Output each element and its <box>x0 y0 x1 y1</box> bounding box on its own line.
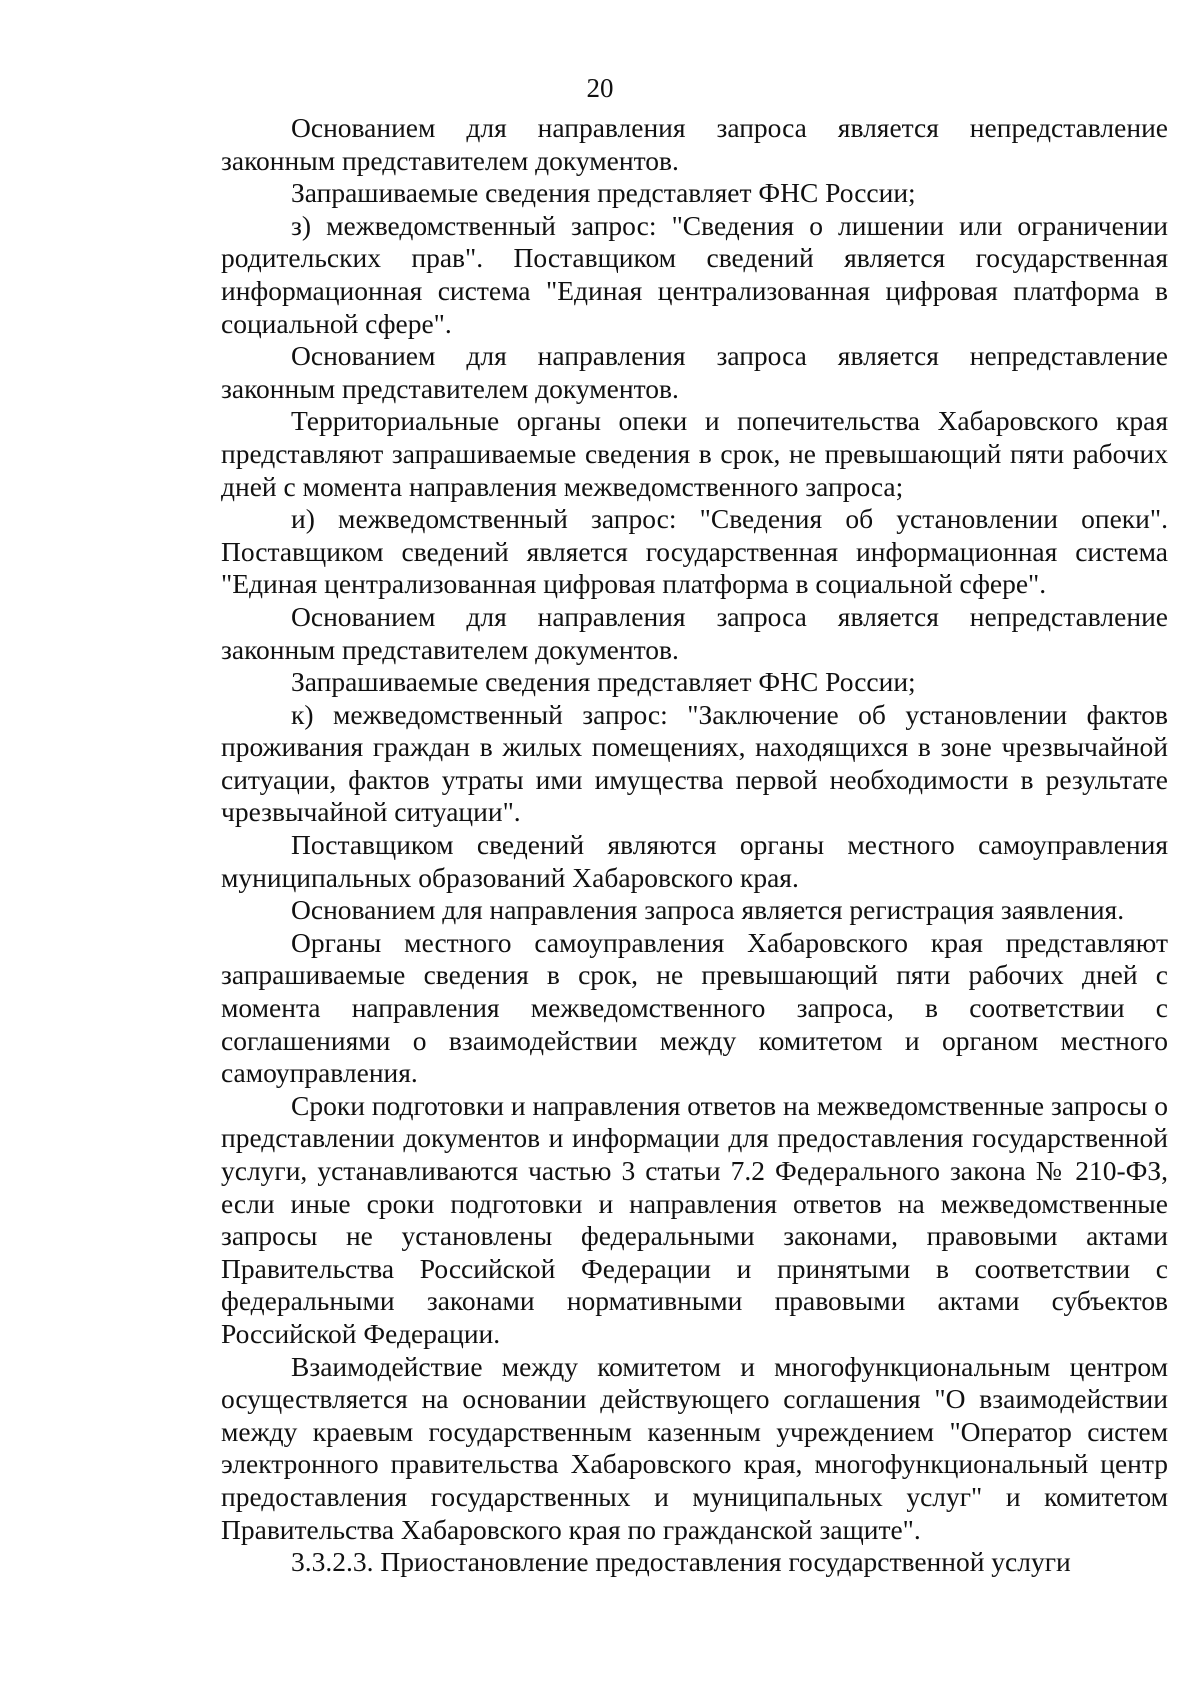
paragraph: Взаимодействие между комитетом и многофункциональным центром осуществляется на основании действующего соглашения "О взаимодействии между краевым государственным казенным учреждением "Оператор систем электронного правительства Хабаровского края, многофункциональный центр предоставления государственных и муниципальных услуг" и комитетом Правительства Хабаровского края по гражданской защите". <box>221 1350 1168 1545</box>
paragraph: Органы местного самоуправления Хабаровского края представляют запрашиваемые сведения в срок, не превышающий пяти рабочих дней с момента направления межведомственного запроса, в соответствии с соглашениями о взаимодействии между комитетом и органом местного самоуправления. <box>221 926 1168 1089</box>
paragraph: Запрашиваемые сведения представляет ФНС России; <box>291 666 916 698</box>
paragraph: Поставщиком сведений являются органы местного самоуправления муниципальных образований Хабаровского края. <box>221 829 1168 893</box>
paragraph: Сроки подготовки и направления ответов на межведомственные запросы о представлении документов и информации для предоставления государственной услуги, устанавливаются частью 3 статьи 7.2 Федерального закона № 210-ФЗ, если иные сроки подготовки и направления ответов на межведомственные запросы не установлены федеральными законами, правовыми актами Правительства Российской Федерации и принятыми в соответствии с федеральными законами нормативными правовыми актами субъектов Российской Федерации. <box>221 1089 1168 1349</box>
paragraph: и) межведомственный запрос: "Сведения об установлении опеки". Поставщиком сведений является государственная информационная система "Единая централизованная цифровая платформа в социальной сфере". <box>221 503 1168 600</box>
paragraph: Основанием для направления запроса является непредставление законным представителем документов. <box>221 600 1168 665</box>
paragraph: з) межведомственный запрос: "Сведения о лишении или ограничении родительских прав". Поставщиком сведений является государственная информационная система "Единая централизованная цифровая платформа в социальной сфере". <box>221 209 1168 339</box>
section-heading: 3.3.2.3. Приостановление предоставления государственной услуги <box>291 1546 1071 1578</box>
paragraph: Территориальные органы опеки и попечительства Хабаровского края представляют запрашиваемые сведения в срок, не превышающий пяти рабочих дней с момента направления межведомственного запроса; <box>221 405 1168 502</box>
paragraph: Основанием для направления запроса является непредставление законным представителем документов. <box>221 340 1168 404</box>
paragraph: Основанием для направления запроса является непредставление законным представителем документов. <box>221 112 1168 176</box>
document-body <box>221 112 1168 1579</box>
paragraph: к) межведомственный запрос: "Заключение об установлении фактов проживания граждан в жилых помещениях, находящихся в зоне чрезвычайной ситуации, фактов утраты ими имущества первой необходимости в результате чрезвычайной ситуации". <box>221 698 1168 828</box>
paragraph: Запрашиваемые сведения представляет ФНС России; <box>291 177 916 209</box>
page-number: 20 <box>586 73 614 103</box>
paragraph: Основанием для направления запроса является регистрация заявления. <box>291 894 1125 926</box>
